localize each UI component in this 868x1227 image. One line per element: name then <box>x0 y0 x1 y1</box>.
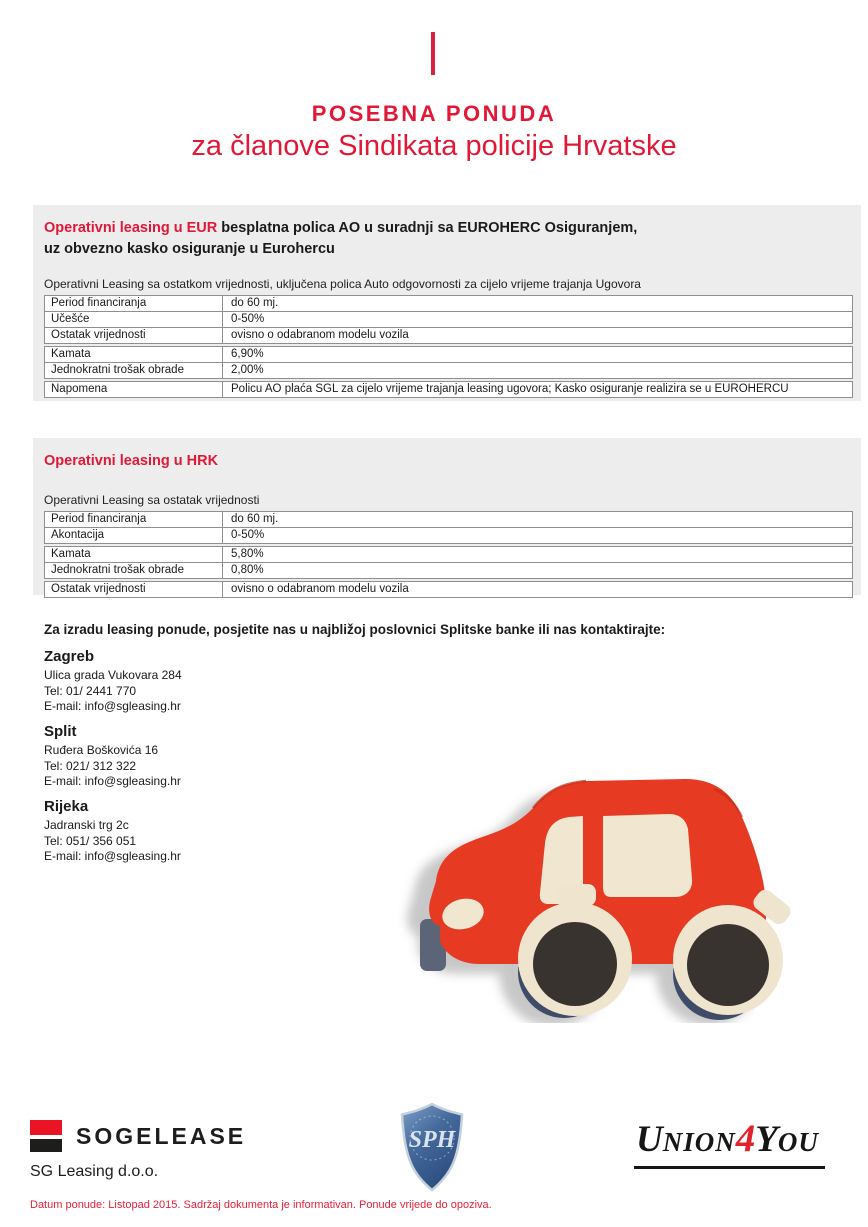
row-label: Period financiranja <box>45 296 223 311</box>
table-row <box>44 546 853 563</box>
row-value: 0-50% <box>231 313 265 325</box>
union-letters: OU <box>777 1127 819 1157</box>
contact-email: E-mail: info@sgleasing.hr <box>44 699 181 713</box>
table-row <box>44 511 853 528</box>
union-letters: NION <box>662 1127 736 1157</box>
table-row <box>44 311 853 328</box>
table-row <box>44 295 853 312</box>
table-row <box>44 581 853 598</box>
table-row <box>44 381 853 398</box>
police-union-shield-icon <box>398 1102 466 1194</box>
row-value: 2,00% <box>231 364 264 376</box>
row-label: Kamata <box>45 547 223 562</box>
section-hrk-intro: Operativni Leasing sa ostatak vrijednosti <box>44 493 260 507</box>
row-label: Učešće <box>45 312 223 327</box>
shield-monogram: SPH <box>408 1127 456 1153</box>
union-letter: Y <box>755 1119 778 1160</box>
section-eur-heading-black2: uz obvezno kasko osiguranje u Eurohercu <box>44 241 335 257</box>
contact-city: Split <box>44 723 77 740</box>
cta-text: Za izradu leasing ponude, posjetite nas u najbližoj poslovnici Splitske banke ili nas kontaktirajte: <box>44 622 666 637</box>
eur-table <box>44 295 853 398</box>
union-letter: U <box>636 1119 663 1160</box>
company-name: SG Leasing d.o.o. <box>30 1163 159 1180</box>
row-value: do 60 mj. <box>231 297 279 309</box>
row-label: Jednokratni trošak obrade <box>45 363 223 378</box>
contact-rijeka <box>44 798 354 865</box>
contact-email: E-mail: info@sgleasing.hr <box>44 849 181 863</box>
page-subtitle: za članove Sindikata policije Hrvatske <box>191 130 677 162</box>
contact-phone: Tel: 051/ 356 051 <box>44 833 137 848</box>
row-value: ovisno o odabranom modelu vozila <box>231 329 409 341</box>
contact-email: E-mail: info@sgleasing.hr <box>44 774 181 788</box>
row-value: 6,90% <box>231 348 264 360</box>
offer-disclaimer: Datum ponude: Listopad 2015. Sadržaj dokumenta je informativan. Ponude vrijede do opoziva. <box>30 1199 492 1211</box>
row-value: ovisno o odabranom modelu vozila <box>231 583 409 595</box>
row-label: Period financiranja <box>45 512 223 527</box>
row-label: Ostatak vrijednosti <box>45 582 223 597</box>
contact-city: Rijeka <box>44 798 89 815</box>
contact-address: Ruđera Boškovića 16 <box>44 743 159 757</box>
row-label: Napomena <box>45 382 223 397</box>
contact-address: Ulica grada Vukovara 284 <box>44 668 182 682</box>
table-row <box>44 362 853 379</box>
contact-phone: Tel: 021/ 312 322 <box>44 758 137 773</box>
table-row <box>44 562 853 579</box>
contact-phone: Tel: 01/ 2441 770 <box>44 683 137 698</box>
row-label: Kamata <box>45 347 223 362</box>
table-row <box>44 327 853 344</box>
section-eur-intro: Operativni Leasing sa ostatkom vrijednosti, uključena polica Auto odgovornosti za cijelo vrijeme trajanja Ugovora <box>44 277 641 291</box>
row-value: do 60 mj. <box>231 513 279 525</box>
page-title: POSEBNA PONUDA <box>311 101 557 126</box>
contact-split <box>44 723 354 790</box>
section-eur-heading-black1: besplatna polica AO u suradnji sa EUROHERC Osiguranjem, <box>221 220 638 236</box>
sogelease-logo <box>30 1120 246 1152</box>
union-four: 4 <box>735 1117 756 1160</box>
union4you-logo <box>634 1116 825 1169</box>
societe-generale-square-icon <box>30 1120 62 1152</box>
table-row <box>44 527 853 544</box>
row-label: Akontacija <box>45 528 223 543</box>
row-value: 5,80% <box>231 548 264 560</box>
toy-car-image <box>370 731 842 1023</box>
sogelease-wordmark: SOGELEASE <box>76 1122 247 1149</box>
fold-mark <box>431 32 435 75</box>
section-hrk-heading <box>44 451 853 472</box>
hrk-table <box>44 511 853 598</box>
contact-zagreb <box>44 648 354 715</box>
row-value: 0,80% <box>231 564 264 576</box>
table-row <box>44 346 853 363</box>
contact-city: Zagreb <box>44 648 95 665</box>
section-eur <box>33 205 861 401</box>
section-hrk-heading-red: Operativni leasing u HRK <box>44 453 219 469</box>
row-label: Ostatak vrijednosti <box>45 328 223 343</box>
contact-address: Jadranski trg 2c <box>44 818 129 832</box>
row-value: 0-50% <box>231 529 265 541</box>
section-eur-heading <box>44 218 853 260</box>
section-eur-heading-red: Operativni leasing u EUR <box>44 220 218 236</box>
section-hrk <box>33 438 861 595</box>
row-value: Policu AO plaća SGL za cijelo vrijeme trajanja leasing ugovora; Kasko osiguranje realizira se u EUROHERCU <box>231 383 789 395</box>
row-label: Jednokratni trošak obrade <box>45 563 223 578</box>
